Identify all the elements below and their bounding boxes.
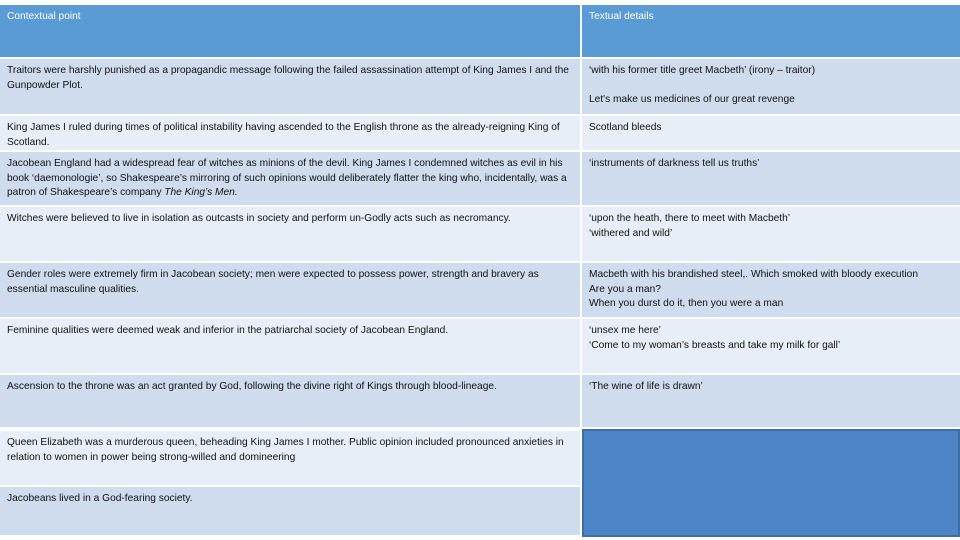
row-8-context-text: Queen Elizabeth was a murderous queen, beheading King James I mother. Public opinion included pronounced anxieties in relation to women in power being strong-willed and domineering (7, 437, 564, 463)
row-4-quote-1: ‘upon the heath, there to meet with Macbeth’ (589, 213, 791, 224)
row-1-quote-2: Let's make us medicines of our great revenge (589, 93, 795, 105)
header-contextual-label: Contextual point (7, 11, 81, 22)
header-textual-label: Textual details (589, 11, 654, 22)
row-9-context-text: Jacobeans lived in a God-fearing society. (7, 493, 193, 504)
row-5-quote-1: Macbeth with his brandished steel,. Which smoked with bloody execution (589, 269, 918, 280)
row-3-company-name: The King’s Men. (164, 187, 238, 198)
row-7-text (582, 375, 960, 427)
row-3-context (0, 152, 580, 205)
row-1-text (582, 59, 960, 114)
row-9-context (0, 487, 580, 535)
row-4-context-text: Witches were believed to live in isolation as outcasts in society and perform un-Godly acts such as necromancy. (7, 213, 511, 224)
header-contextual-point (0, 5, 580, 57)
row-5-quote-3: When you durst do it, then you were a man (589, 298, 784, 309)
row-4-context (0, 207, 580, 261)
row-6-context-text: Feminine qualities were deemed weak and inferior in the patriarchal society of Jacobean England. (7, 325, 449, 336)
row-6-text (582, 319, 960, 373)
row-6-context (0, 319, 580, 373)
row-1-quote-1: ‘with his former title greet Macbeth’ (irony – traitor) (589, 65, 816, 76)
row-4-quote-2: ‘withered and wild’ (589, 227, 673, 239)
row-1-context (0, 59, 580, 114)
row-2-text (582, 116, 960, 150)
row-2-context-text: King James I ruled during times of political instability having ascended to the English throne as the already-reigning King of Scotland. (7, 122, 560, 148)
row-7-context-text: Ascension to the throne was an act granted by God, following the divine right of Kings through blood-lineage. (7, 381, 497, 392)
row-5-quote-2: Are you a man? (589, 283, 661, 295)
row-3-context-text: Jacobean England had a widespread fear of witches as minions of the devil. King James I condemned witches as evil in his book ‘daemonologie’, so Shakespeare’s mirroring of such opinions would deliberately flatter the king who, incidentally, was a patron of Shakespeare’s company (7, 158, 567, 198)
row-5-context (0, 263, 580, 317)
row-4-text (582, 207, 960, 261)
row-6-quote-2: ‘Come to my woman’s breasts and take my milk for gall’ (589, 339, 841, 351)
row-3-quote-1: ‘instruments of darkness tell us truths’ (589, 158, 760, 169)
row-5-text (582, 263, 960, 317)
row-2-context (0, 116, 580, 150)
row-6-quote-1: ‘unsex me here’ (589, 325, 661, 336)
merged-empty-cell (582, 429, 960, 537)
row-3-text (582, 152, 960, 205)
row-8-context (0, 431, 580, 485)
row-2-quote-1: Scotland bleeds (589, 122, 662, 133)
header-textual-details (582, 5, 960, 57)
row-1-context-text: Traitors were harshly punished as a propagandic message following the failed assassination attempt of King James I and the Gunpowder Plot. (7, 65, 569, 91)
row-7-quote-1: ‘The wine of life is drawn’ (589, 381, 703, 392)
row-5-context-text: Gender roles were extremely firm in Jacobean society; men were expected to possess power, strength and bravery as essential masculine qualities. (7, 269, 539, 295)
row-7-context (0, 375, 580, 427)
